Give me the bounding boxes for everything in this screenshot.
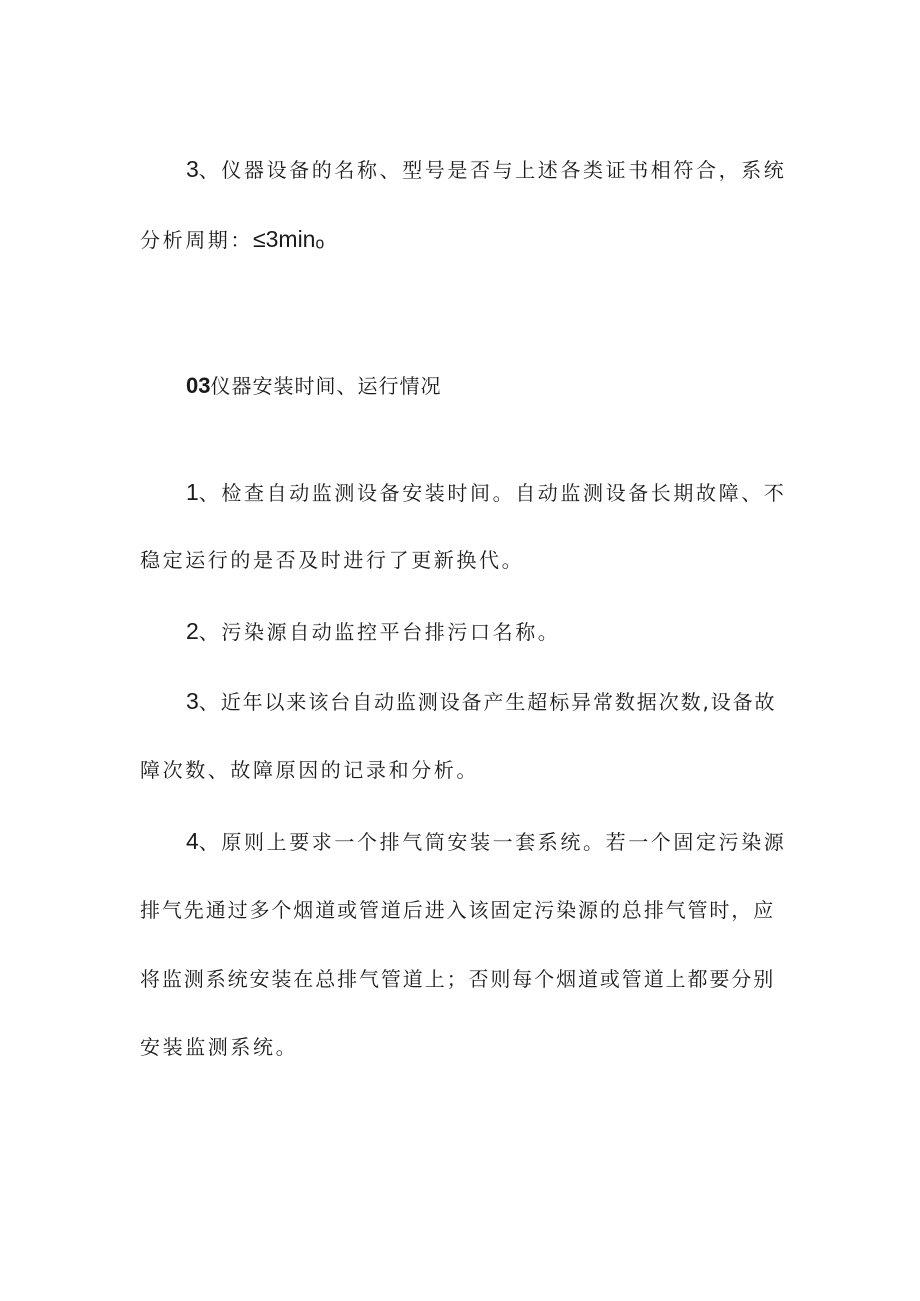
item-number: 1 <box>186 479 199 505</box>
heading-number: 03 <box>186 373 211 398</box>
paragraph-text: 分析周期： <box>140 228 253 252</box>
paragraph-item3-line2 <box>140 756 479 784</box>
paragraph-item1-line1 <box>186 478 786 507</box>
paragraph-text: 、仪器设备的名称、型号是否与上述各类证书相符合，系统 <box>198 158 787 182</box>
item-number: 2 <box>186 618 199 644</box>
paragraph-item3-line1 <box>186 687 776 716</box>
item-number: 3 <box>186 156 199 182</box>
paragraph-text: 障次数、故障原因的记录和分析。 <box>140 758 479 782</box>
paragraph-text: 、原则上要求一个排气筒安装一套系统。若一个固定污染源 <box>198 830 787 854</box>
paragraph-text: 、近年以来该台自动监测设备产生超标异常数据次数,设备故 <box>198 690 777 714</box>
paragraph-text: 、检查自动监测设备安装时间。自动监测设备长期故障、不 <box>198 481 787 505</box>
item-number: 3 <box>186 688 199 714</box>
paragraph-item2-line1 <box>186 617 560 646</box>
paragraph-item4-line1 <box>186 827 786 856</box>
paragraph-text: 、污染源自动监控平台排污口名称。 <box>198 620 561 644</box>
paragraph-item4-line2 <box>140 896 775 924</box>
section-heading <box>186 372 441 400</box>
item-number: 4 <box>186 828 199 854</box>
paragraph-item1-line2 <box>140 546 524 574</box>
paragraph-item3-prev-line1 <box>186 155 786 184</box>
paragraph-item4-line4 <box>140 1033 298 1061</box>
paragraph-item3-prev-line2 <box>140 225 324 254</box>
paragraph-text: 将监测系统安装在总排气管道上；否则每个烟道或管道上都要分别 <box>140 967 776 991</box>
paragraph-text: 稳定运行的是否及时进行了更新换代。 <box>140 548 525 572</box>
heading-text: 仪器安装时间、运行情况 <box>210 374 442 398</box>
paragraph-text: 排气先通过多个烟道或管道后进入该固定污染源的总排气管时，应 <box>140 898 776 922</box>
paragraph-text: 安装监测系统。 <box>140 1035 299 1059</box>
paragraph-item4-line3 <box>140 965 775 993</box>
cycle-value: ≤3minₒ <box>253 226 325 252</box>
